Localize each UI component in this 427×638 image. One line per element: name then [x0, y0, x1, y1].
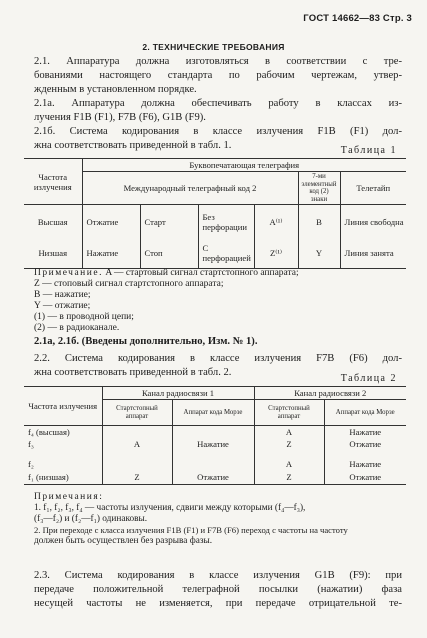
table-cell: A [254, 426, 324, 439]
col-header-intl-code: Международный телеграфный код 2 [82, 172, 298, 205]
table-cell: Отжатие [324, 470, 406, 484]
table-row [24, 205, 406, 239]
col-header-frequency: Частота излучения [24, 387, 102, 426]
table-row [24, 239, 406, 269]
note-line: B — нажатие; [34, 290, 91, 300]
table-cell [102, 426, 172, 439]
table-cell: Z [102, 470, 172, 484]
note-line: Z — стоповый сигнал стартстопного аппарата; [34, 279, 224, 289]
table-cell [172, 450, 254, 470]
col-header-frequency: Частота излучения [24, 159, 82, 205]
col-header-start-stop: Стартстопный аппарат [254, 400, 324, 426]
table-cell: Отжатие [324, 438, 406, 450]
table-2 [24, 386, 406, 485]
col-header-start-stop: Стартстопный аппарат [102, 400, 172, 426]
table-cell: Низшая [24, 239, 82, 269]
col-header-telegraphy: Буквопечатающая телеграфия [82, 159, 406, 172]
note-line: 2. При переходе с класса излучения F1B (F1) и F7B (F6) переход с частоты на частоту [34, 525, 348, 535]
text-line: 2.1б. Система кодирования в классе излучения F1B (F1) дол- [34, 126, 402, 137]
col-header-channel-2: Канал радиосвязи 2 [254, 387, 406, 400]
page-header: ГОСТ 14662—83 Стр. 3 [303, 13, 412, 24]
note-line: (2) — в радиоканале. [34, 323, 120, 333]
note-line: должен быть осуществлен без разрыва фазы. [34, 536, 213, 546]
note-line: Y — отжатие; [34, 301, 91, 311]
paragraph-2-1a [34, 97, 402, 125]
table-cell: Z [254, 438, 324, 450]
paragraph-amendment [34, 335, 402, 349]
table-cell: С перфорацией [198, 239, 254, 269]
note-label: Примечание. [34, 268, 103, 278]
table-cell: Отжатие [172, 470, 254, 484]
table-cell: Старт [140, 205, 198, 239]
table-cell: Отжатие [82, 205, 140, 239]
col-header-morse: Аппарат кода Морзе [324, 400, 406, 426]
table-cell: f₂ [24, 450, 102, 470]
table-cell: Без перфорации [198, 205, 254, 239]
note-line: 1. f₁, f₂, f₃, f₄ — частоты излучения, сдвиги между которыми (f₄—f₃), [34, 503, 306, 513]
table-cell: Y [298, 239, 340, 269]
col-header-teletype: Телетайп [340, 172, 406, 205]
table-1-note [34, 268, 299, 334]
table-cell: B [298, 205, 340, 239]
paragraph-2-1 [34, 55, 402, 97]
col-header-morse: Аппарат кода Морзе [172, 400, 254, 426]
text-line: жна соответствовать приведенной в табл. 2. [34, 367, 232, 378]
table-cell: Нажатие [82, 239, 140, 269]
table-2-caption: Таблица 2 [340, 373, 397, 384]
text-line: 2.3. Система кодирования в классе излучения G1B (F9): при [34, 570, 402, 581]
table-cell: Z [254, 470, 324, 484]
table-cell: A [254, 450, 324, 470]
table-cell: Линия свободна [340, 205, 406, 239]
paragraph-2-3 [34, 569, 402, 611]
note-label: Примечания: [34, 492, 104, 502]
note-line: (f₃—f₂) и (f₂—f₁) одинаковы. [34, 514, 148, 524]
text-line: 2.1. Аппаратура должна изготовляться в соответствии с тре- [34, 56, 402, 67]
table-cell [172, 426, 254, 439]
text-line: передаче положительной телеграфной посылки (нажатии) фаза [34, 584, 402, 595]
table-cell: f₄ (высшая) [24, 426, 102, 439]
table-row [24, 450, 406, 470]
text-line: бованиями настоящего стандарта по рабочим чертежам, утвер- [34, 70, 402, 81]
col-header-seven-unit: 7-ми элементный код (2) знаки [298, 172, 340, 205]
table-cell: A [102, 438, 172, 450]
table-cell: Z⁽¹⁾ [254, 239, 298, 269]
text-line: 2.2. Система кодирования в классе излучения F7B (F6) дол- [34, 353, 402, 364]
section-title: 2. ТЕХНИЧЕСКИЕ ТРЕБОВАНИЯ [142, 42, 285, 52]
table-row [24, 426, 406, 439]
table-cell: Стоп [140, 239, 198, 269]
col-header-channel-1: Канал радиосвязи 1 [102, 387, 254, 400]
table-cell: Высшая [24, 205, 82, 239]
table-cell: A⁽¹⁾ [254, 205, 298, 239]
table-cell: f₁ (низшая) [24, 470, 102, 484]
table-1-caption: Таблица 1 [340, 145, 397, 156]
table-row [24, 470, 406, 484]
text-line: жденным в установленном порядке. [34, 84, 197, 95]
table-row [24, 438, 406, 450]
text-line: жна соответствовать приведенной в табл. 1. [34, 140, 232, 151]
table-cell: Нажатие [324, 450, 406, 470]
table-cell: Линия занята [340, 239, 406, 269]
table-cell: Нажатие [172, 438, 254, 450]
table-2-note [34, 492, 406, 547]
note-line: A — стартовый сигнал стартстопного аппарата; [105, 268, 299, 278]
text-line: лучения F1B (F1), F7B (F6), G1B (F9). [34, 112, 206, 123]
text-line: несущей частоты не изменяется, при передаче отрицательной те- [34, 598, 402, 609]
table-cell: f₃ [24, 438, 102, 450]
text-line: 2.1а, 2.1б. (Введены дополнительно, Изм. № 1). [34, 336, 258, 347]
table-1 [24, 158, 406, 269]
text-line: 2.1а. Аппаратура должна обеспечивать работу в классах из- [34, 98, 402, 109]
table-cell: Нажатие [324, 426, 406, 439]
note-line: (1) — в проводной цепи; [34, 312, 134, 322]
table-cell [102, 450, 172, 470]
